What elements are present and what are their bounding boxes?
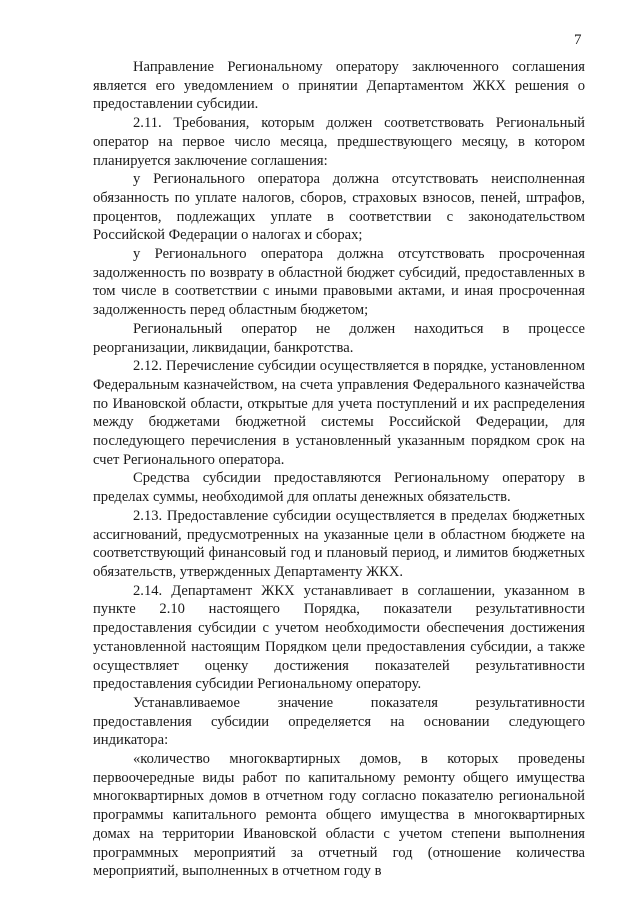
paragraph-subsidy-notification: Направление Региональному оператору заключенного соглашения является его уведомлением о принятии Департаментом ЖКХ решения о предоставлении субсидии. — [93, 59, 585, 113]
paragraph-indicator-definition: «количество многоквартирных домов, в которых проведены первоочередные виды работ по капитальному ремонту общего имущества многоквартирных домов в отчетном году согласно показателю региональной программы капитального ремонта общего имущества в многоквартирных домах на территории Ивановской области с учетом степени выполнения программных мероприятий за отчетный год (отношение количества мероприятий, выполненных в отчетном году в — [93, 751, 585, 880]
page-number: 7 — [574, 32, 582, 48]
paragraph-2-14-indicators: 2.14. Департамент ЖКХ устанавливает в соглашении, указанном в пункте 2.10 настоящего Порядка, показатели результативности предоставления субсидии с учетом необходимости обеспечения достижения установленной настоящим Порядком цели предоставления субсидии, а также осуществляет оценку достижения показателей результативности предоставления субсидии Региональному оператору. — [93, 582, 585, 693]
paragraph-2-13-budget: 2.13. Предоставление субсидии осуществляется в пределах бюджетных ассигнований, предусмотренных на указанные цели в областном бюджете на соответствующий финансовый год и плановый период, и лимитов бюджетных обязательств, утвержденных Департаменту ЖКХ. — [93, 507, 585, 580]
paragraph-no-reorganization: Региональный оператор не должен находиться в процессе реорганизации, ликвидации, банкротства. — [93, 320, 585, 356]
paragraph-no-tax-debt: у Регионального оператора должна отсутствовать неисполненная обязанность по уплате налогов, сборов, страховых взносов, пеней, штрафов, процентов, подлежащих уплате в соответствии с законодательством Российской Федерации о налогах и сборах; — [93, 171, 585, 244]
paragraph-subsidy-amount: Средства субсидии предоставляются Региональному оператору в пределах суммы, необходимой для оплаты денежных обязательств. — [93, 470, 585, 506]
document-body — [93, 58, 585, 881]
paragraph-2-11-requirements: 2.11. Требования, которым должен соответствовать Региональный оператор на первое число месяца, предшествующего месяцу, в котором планируется заключение соглашения: — [93, 115, 585, 169]
paragraph-indicator-value: Устанавливаемое значение показателя результативности предоставления субсидии определяется на основании следующего индикатора: — [93, 694, 585, 749]
paragraph-2-12-transfer: 2.12. Перечисление субсидии осуществляется в порядке, установленном Федеральным казначейством, на счета управления Федерального казначейства по Ивановской области, открытые для учета поступлений и их распределения между бюджетами бюджетной системы Российской Федерации, для последующего перечисления в установленный указанным порядком срок на счет Регионального оператора. — [93, 358, 585, 468]
paragraph-no-overdue-debt: у Регионального оператора должна отсутствовать просроченная задолженность по возврату в областной бюджет субсидий, предоставленных в том числе в соответствии с иными правовыми актами, и иная просроченная задолженность перед областным бюджетом; — [93, 246, 585, 319]
